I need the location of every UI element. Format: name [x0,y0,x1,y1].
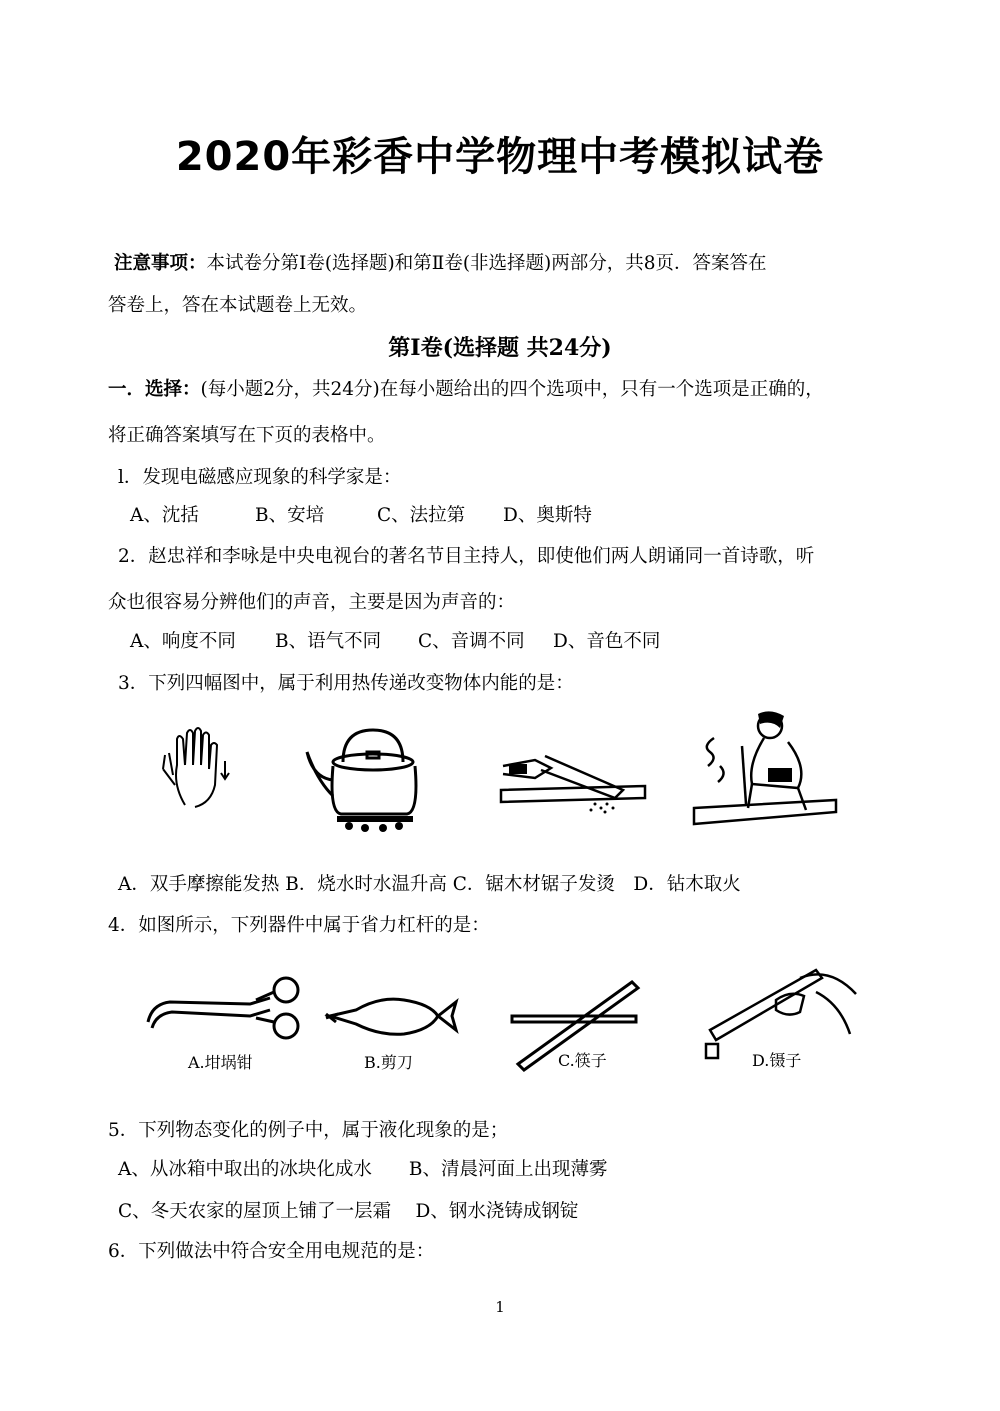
tongs-label: A.坩埚钳 [188,1053,253,1072]
kettle-figure [303,722,435,832]
notice-line-1 [114,252,767,276]
page-title: 2020年彩香中学物理中考模拟试卷 [175,134,825,180]
q2-option-d: D、音色不同 [553,631,661,652]
q2-option-b: B、语气不同 [275,631,382,652]
q2-option-a: A、响度不同 [130,631,236,652]
page-number: 1 [495,1298,505,1316]
q2-stem-2: 众也很容易分辨他们的声音，主要是因为声音的： [108,592,516,613]
q6-stem: 6．下列做法中符合安全用电规范的是： [108,1241,435,1262]
part1-label: 一．选择： [108,379,201,400]
q1-option-d: D、奥斯特 [503,505,592,526]
q5-options-2: C、冬天农家的屋顶上铺了一层霜 D、钢水浇铸成钢锭 [118,1201,579,1222]
notice-line-2: 答卷上，答在本试题卷上无效。 [108,295,368,316]
notice-text-1: 本试卷分第Ⅰ卷(选择题)和第Ⅱ卷(非选择题)两部分，共8页．答案答在 [206,253,767,274]
q1-option-a: A、沈括 [130,505,199,526]
part1-line-2: 将正确答案填写在下页的表格中。 [108,425,386,446]
q3-options: A．双手摩擦能发热 B．烧水时水温升高 C．锯木材锯子发烫 D．钻木取火 [118,874,741,895]
tweezers-figure [706,970,856,1058]
q5-stem: 5．下列物态变化的例子中，属于液化现象的是； [108,1120,509,1141]
part1-line-1 [108,378,824,402]
q3-stem: 3．下列四幅图中，属于利用热传递改变物体内能的是： [118,673,574,694]
drilling-wood-fire-figure [688,708,840,830]
q1-stem: l．发现电磁感应现象的科学家是： [118,467,402,488]
hands-rubbing-figure [155,725,235,810]
q4-figures [140,960,870,1082]
section-title: 第Ⅰ卷(选择题 共24分) [388,335,612,361]
q5-options-1: A、从冰箱中取出的冰块化成水 B、清晨河面上出现薄雾 [118,1159,608,1180]
q2-stem-1: 2．赵忠祥和李咏是中央电视台的著名节目主持人，即使他们两人朗诵同一首诗歌，听 [118,546,815,567]
scissors-figure [326,999,456,1034]
q4-stem: 4．如图所示，下列器件中属于省力杠杆的是： [108,915,490,936]
crucible-tongs-figure [148,978,298,1038]
q2-option-c: C、音调不同 [418,631,525,652]
tweezers-label: D.镊子 [752,1051,802,1070]
q1-option-b: B、安培 [255,505,325,526]
part1-text-1: (每小题2分，共24分)在每小题给出的四个选项中，只有一个选项是正确的， [200,379,824,400]
q1-option-c: C、法拉第 [377,505,466,526]
notice-label: 注意事项： [114,253,207,274]
sawing-wood-figure [495,746,650,826]
chopsticks-label: C.筷子 [558,1051,607,1070]
scissors-label: B.剪刀 [364,1053,413,1072]
